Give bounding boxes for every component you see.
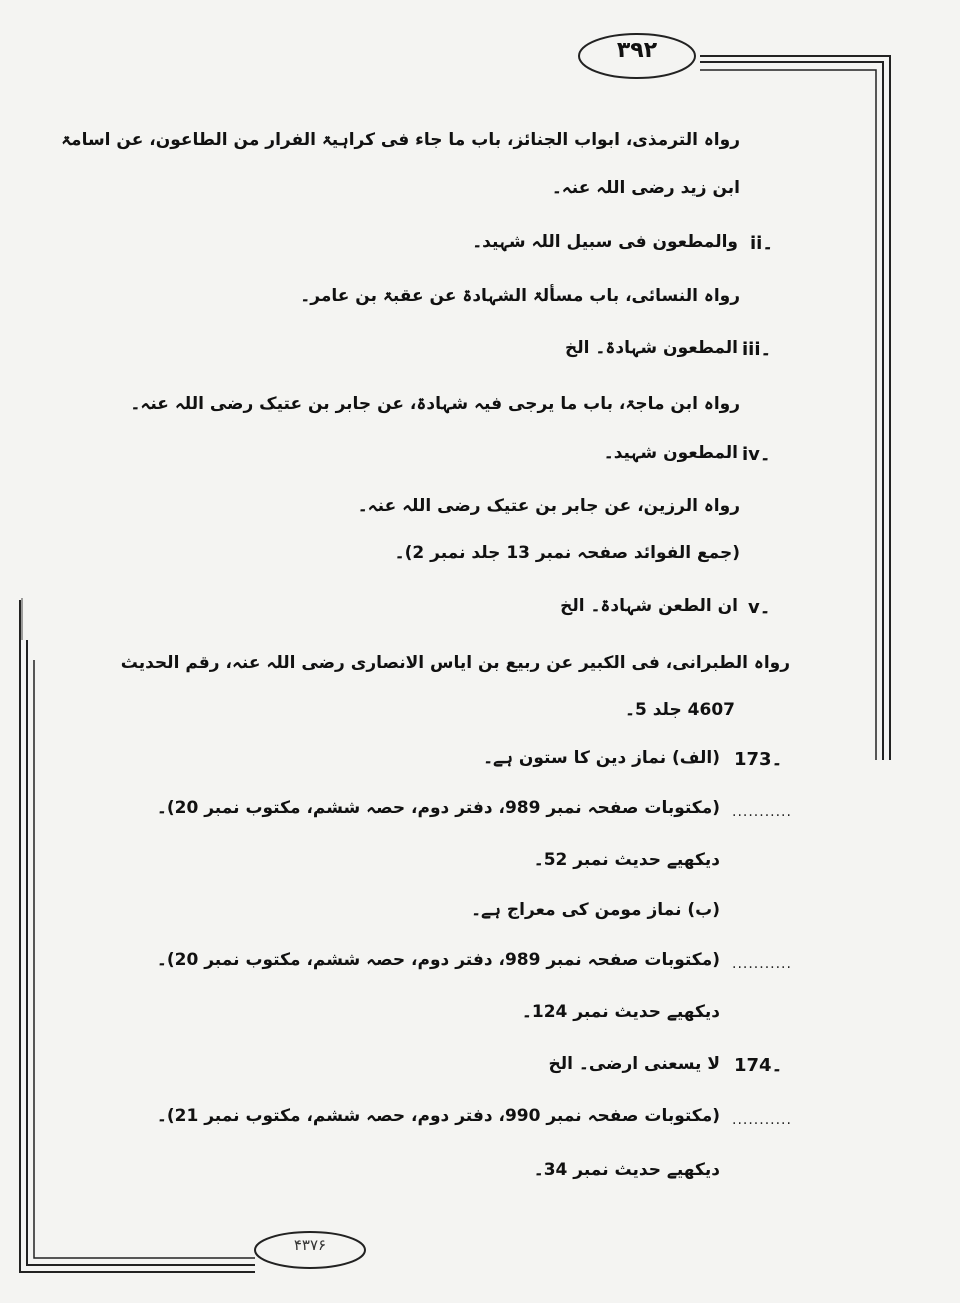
text-line: (مکتوبات صفحہ نمبر 990، دفتر دوم، حصہ ششم، مکتوب نمبر 21)۔ (156, 1106, 720, 1126)
text-line: رواہ الرزین، عن جابر بن عتیک رضی اللہ عنہ۔ (357, 496, 740, 516)
item-marker-174: 174۔ (734, 1055, 783, 1076)
text-line: والمطعون فی سبیل اللہ شہید۔ (472, 232, 738, 252)
dotted-leader: ........... (732, 1112, 792, 1128)
item-marker-ii: ii۔ (750, 233, 773, 254)
text-line: رواہ الطبرانی، فی الکبیر عن ربیع بن ایاس الانصاری رضی اللہ عنہ، رقم الحدیث (120, 653, 790, 673)
text-line: المطعون شہید۔ (603, 443, 738, 463)
text-line: ابن زید رضی اللہ عنہ۔ (551, 178, 740, 198)
text-line: لا یسعنی ارضی۔ الخ (548, 1054, 720, 1074)
text-line: (مکتوبات صفحہ نمبر 989، دفتر دوم، حصہ ششم، مکتوب نمبر 20)۔ (156, 950, 720, 970)
item-marker-iv: iv۔ (742, 444, 771, 465)
text-line: رواہ ابن ماجۃ، باب ما یرجی فیہ شہادۃ، عن جابر بن عتیک رضی اللہ عنہ۔ (130, 394, 740, 414)
text-line: (ب) نماز مومن کی معراج ہے۔ (471, 900, 720, 920)
text-line: دیکھیے حدیث نمبر 34۔ (533, 1160, 720, 1180)
text-line: ان الطعن شہادۃ۔ الخ (560, 596, 738, 616)
text-line: (الف) نماز دین کا ستون ہے۔ (483, 748, 720, 768)
text-line: دیکھیے حدیث نمبر 124۔ (521, 1002, 720, 1022)
text-line: رواہ النسائی، باب مسألۃ الشہادۃ عن عقبۃ بن عامر۔ (300, 286, 740, 306)
text-line: (مکتوبات صفحہ نمبر 989، دفتر دوم، حصہ ششم، مکتوب نمبر 20)۔ (156, 798, 720, 818)
item-marker-iii: iii۔ (742, 339, 772, 360)
page-number-bottom: ۴۳۷۶ (293, 1236, 327, 1254)
text-line: دیکھیے حدیث نمبر 52۔ (533, 850, 720, 870)
page-number-top: ٣٩٢ (616, 38, 658, 63)
text-line: المطعون شہادۃ۔ الخ (565, 338, 738, 358)
item-marker-173: 173۔ (734, 749, 783, 770)
item-marker-v: v۔ (748, 597, 771, 618)
dotted-leader: ........... (732, 956, 792, 972)
text-line: (جمع الفوائد صفحہ نمبر 13 جلد نمبر 2)۔ (394, 543, 740, 563)
text-line: 4607 جلد 5۔ (625, 700, 735, 720)
text-line: رواہ الترمذی، ابواب الجنائز، باب ما جاء فی کراہیۃ الفرار من الطاعون، عن اسامۃ (61, 130, 740, 150)
dotted-leader: ........... (732, 804, 792, 820)
